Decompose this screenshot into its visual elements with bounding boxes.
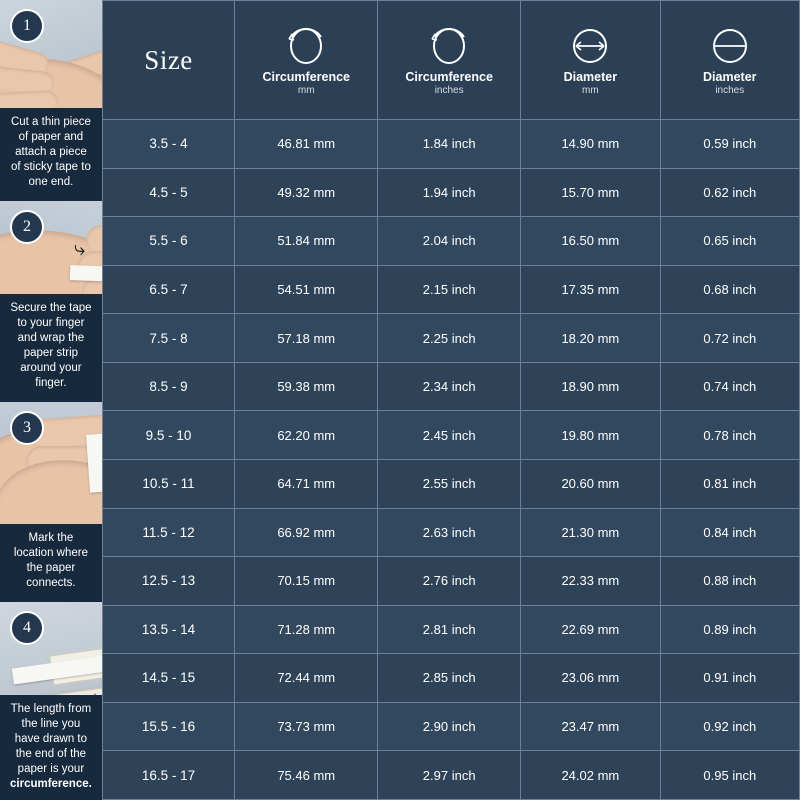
table-row: [102, 751, 799, 800]
cell-diameter-mm: 24.02 mm: [521, 751, 660, 800]
circle-diameter-line-icon: [707, 25, 753, 65]
cell-diameter-inches: 0.92 inch: [660, 702, 799, 751]
cell-circumference-inches: 2.85 inch: [378, 654, 521, 703]
header-diameter-mm-unit: mm: [582, 84, 599, 96]
cell-diameter-mm: 23.06 mm: [521, 654, 660, 703]
cell-circumference-mm: 72.44 mm: [235, 654, 378, 703]
cell-circumference-inches: 1.94 inch: [378, 168, 521, 217]
cell-diameter-inches: 0.84 inch: [660, 508, 799, 557]
cell-diameter-mm: 18.20 mm: [521, 314, 660, 363]
cell-circumference-inches: 2.45 inch: [378, 411, 521, 460]
header-diameter-mm: [521, 1, 660, 120]
circle-diameter-arrow-icon: [567, 25, 613, 65]
cell-size: 8.5 - 9: [102, 362, 234, 411]
cell-diameter-inches: 0.65 inch: [660, 217, 799, 266]
cell-circumference-mm: 62.20 mm: [235, 411, 378, 460]
curved-arrow-icon: ⤷: [74, 237, 86, 260]
cell-circumference-mm: 75.46 mm: [235, 751, 378, 800]
cell-size: 4.5 - 5: [102, 168, 234, 217]
step-4-caption-emphasis: circumference.: [10, 778, 92, 790]
step-1-badge: 1: [10, 9, 44, 43]
table-row: [102, 654, 799, 703]
table-row: [102, 411, 799, 460]
cell-diameter-mm: 14.90 mm: [521, 120, 660, 169]
step-1-caption: Cut a thin piece of paper and attach a piece of sticky tape to one end.: [0, 108, 102, 198]
cell-size: 5.5 - 6: [102, 217, 234, 266]
cell-diameter-inches: 0.72 inch: [660, 314, 799, 363]
instruction-steps: [0, 0, 102, 800]
table-row: [102, 702, 799, 751]
table-row: [102, 557, 799, 606]
cell-diameter-inches: 0.91 inch: [660, 654, 799, 703]
header-size-label: Size: [144, 44, 193, 75]
cell-diameter-inches: 0.81 inch: [660, 459, 799, 508]
step-3-badge: 3: [10, 411, 44, 445]
header-circumference-mm-label: Circumference: [262, 69, 351, 84]
step-2-caption: Secure the tape to your finger and wrap the paper strip around your finger.: [0, 294, 102, 399]
cell-circumference-inches: 2.15 inch: [378, 265, 521, 314]
cell-circumference-mm: 59.38 mm: [235, 362, 378, 411]
cell-diameter-mm: 18.90 mm: [521, 362, 660, 411]
cell-size: 12.5 - 13: [102, 557, 234, 606]
cell-circumference-inches: 2.25 inch: [378, 314, 521, 363]
step-3: [0, 402, 102, 603]
cell-diameter-mm: 22.33 mm: [521, 557, 660, 606]
cell-circumference-mm: 73.73 mm: [235, 702, 378, 751]
cell-size: 16.5 - 17: [102, 751, 234, 800]
header-circumference-inches-label: Circumference: [405, 69, 493, 84]
header-circumference-inches: [378, 1, 521, 120]
cell-circumference-inches: 2.34 inch: [378, 362, 521, 411]
cell-circumference-inches: 2.04 inch: [378, 217, 521, 266]
cell-diameter-inches: 0.89 inch: [660, 605, 799, 654]
cell-diameter-mm: 19.80 mm: [521, 411, 660, 460]
header-circumference-mm: [235, 1, 378, 120]
header-size: [102, 1, 234, 120]
cell-diameter-inches: 0.95 inch: [660, 751, 799, 800]
cell-diameter-mm: 20.60 mm: [521, 459, 660, 508]
cell-circumference-inches: 2.55 inch: [378, 459, 521, 508]
cell-size: 3.5 - 4: [102, 120, 234, 169]
header-diameter-inches-label: Diameter: [703, 69, 757, 84]
header-diameter-mm-label: Diameter: [563, 69, 618, 84]
ring-size-table: [102, 0, 800, 800]
cell-diameter-inches: 0.68 inch: [660, 265, 799, 314]
cell-size: 13.5 - 14: [102, 605, 234, 654]
table-row: [102, 459, 799, 508]
cell-size: 7.5 - 8: [102, 314, 234, 363]
cell-diameter-mm: 16.50 mm: [521, 217, 660, 266]
header-circumference-mm-unit: mm: [297, 84, 315, 96]
cell-circumference-mm: 51.84 mm: [235, 217, 378, 266]
table-row: [102, 605, 799, 654]
cell-circumference-mm: 66.92 mm: [235, 508, 378, 557]
table-row: [102, 120, 799, 169]
cell-diameter-inches: 0.62 inch: [660, 168, 799, 217]
circle-outline-icon: [283, 25, 329, 65]
cell-size: 10.5 - 11: [102, 459, 234, 508]
step-4-caption-text: The length from the line you have drawn to the end of the paper is your: [10, 703, 92, 775]
step-2-badge: 2: [10, 210, 44, 244]
cell-size: 15.5 - 16: [102, 702, 234, 751]
cell-circumference-mm: 46.81 mm: [235, 120, 378, 169]
cell-size: 6.5 - 7: [102, 265, 234, 314]
cell-diameter-mm: 17.35 mm: [521, 265, 660, 314]
step-4-badge: 4: [10, 611, 44, 645]
cell-circumference-inches: 2.63 inch: [378, 508, 521, 557]
cell-circumference-inches: 2.81 inch: [378, 605, 521, 654]
cell-circumference-mm: 54.51 mm: [235, 265, 378, 314]
cell-circumference-inches: 2.76 inch: [378, 557, 521, 606]
cell-diameter-inches: 0.78 inch: [660, 411, 799, 460]
step-4-caption: [0, 695, 102, 800]
cell-diameter-mm: 21.30 mm: [521, 508, 660, 557]
step-4: [0, 602, 102, 800]
cell-size: 9.5 - 10: [102, 411, 234, 460]
table-header-row: [102, 1, 799, 120]
cell-diameter-mm: 22.69 mm: [521, 605, 660, 654]
cell-circumference-inches: 1.84 inch: [378, 120, 521, 169]
circle-outline-icon: [426, 25, 472, 65]
table-body: [102, 120, 799, 800]
header-diameter-inches-unit: inches: [715, 84, 745, 96]
cell-circumference-mm: 71.28 mm: [235, 605, 378, 654]
table-row: [102, 314, 799, 363]
step-2: [0, 201, 102, 402]
cell-diameter-mm: 15.70 mm: [521, 168, 660, 217]
header-diameter-inches: [660, 1, 799, 120]
table-row: [102, 508, 799, 557]
table-row: [102, 168, 799, 217]
step-1: [0, 0, 102, 201]
table-row: [102, 217, 799, 266]
cell-size: 14.5 - 15: [102, 654, 234, 703]
cell-size: 11.5 - 12: [102, 508, 234, 557]
cell-circumference-mm: 70.15 mm: [235, 557, 378, 606]
cell-circumference-mm: 49.32 mm: [235, 168, 378, 217]
cell-circumference-mm: 64.71 mm: [235, 459, 378, 508]
ring-size-table-wrapper: [102, 0, 800, 800]
cell-circumference-mm: 57.18 mm: [235, 314, 378, 363]
cell-diameter-inches: 0.88 inch: [660, 557, 799, 606]
table-row: [102, 265, 799, 314]
cell-circumference-inches: 2.90 inch: [378, 702, 521, 751]
cell-diameter-inches: 0.59 inch: [660, 120, 799, 169]
cell-diameter-mm: 23.47 mm: [521, 702, 660, 751]
cell-circumference-inches: 2.97 inch: [378, 751, 521, 800]
header-circumference-inches-unit: inches: [434, 84, 464, 96]
step-3-caption: Mark the location where the paper connects.: [0, 524, 102, 599]
table-row: [102, 362, 799, 411]
cell-diameter-inches: 0.74 inch: [660, 362, 799, 411]
